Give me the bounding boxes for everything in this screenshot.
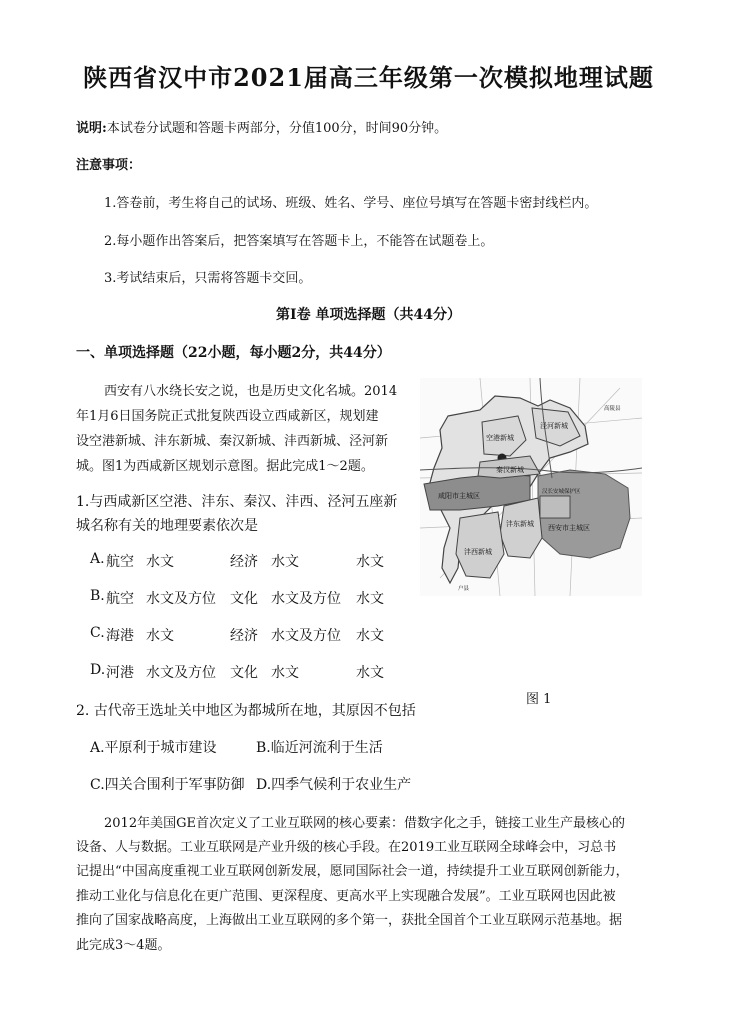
option-cell: 水文	[356, 591, 384, 607]
option-cell: 水文	[146, 554, 174, 570]
map-label-xianyang: 咸阳市主城区	[438, 492, 480, 500]
question-1-option-c[interactable]	[90, 625, 420, 645]
map-label-xian: 西安市主城区	[548, 524, 590, 532]
map-label-hanchang: 汉长安城保护区	[542, 489, 581, 495]
page-title: 陕西省汉中市2021届高三年级第一次模拟地理试题	[83, 63, 654, 92]
question-1-option-a[interactable]	[90, 551, 420, 571]
passage-line: 西安有八水绕长安之说，也是历史文化名城。2014	[104, 384, 398, 399]
question-1-option-d[interactable]	[90, 662, 420, 682]
map-label-qinhan: 秦汉新城	[496, 466, 524, 474]
map-label-jinghe: 泾河新城	[540, 422, 568, 430]
instructions	[76, 117, 447, 136]
option-cell: 文化	[230, 591, 258, 607]
question-2-option-d[interactable]: D.四季气候利于农业生产	[256, 777, 412, 793]
part-title: 第Ⅰ卷 单项选择题（共44分）	[276, 307, 461, 323]
option-cell: 水文	[146, 628, 174, 644]
xixian-new-area-map	[420, 378, 642, 596]
attention-heading: 注意事项：	[76, 158, 142, 173]
question-2-option-b[interactable]: B.临近河流利于生活	[256, 740, 383, 756]
attention-item: 3.考试结束后，只需将答题卡交回。	[104, 271, 312, 286]
option-cell: 水文	[356, 665, 384, 681]
option-letter: A.	[90, 551, 105, 567]
option-cell: 水文及方位	[271, 591, 341, 607]
option-cell: 航空	[106, 591, 134, 607]
option-cell: 文化	[230, 665, 258, 681]
section-title: 一、单项选择题（22小题，每小题2分，共44分）	[76, 345, 391, 361]
map-label-fengxi: 沣西新城	[464, 548, 492, 556]
map-label-konggang: 空港新城	[486, 434, 514, 442]
option-cell: 水文	[271, 665, 299, 681]
option-cell: 水文及方位	[271, 628, 341, 644]
passage-line: 设空港新城、沣东新城、秦汉新城、沣西新城、泾河新	[76, 434, 389, 449]
passage-line: 年1月6日国务院正式批复陕西设立西咸新区，规划建	[76, 409, 379, 424]
passage2-line: 记提出“中国高度重视工业互联网创新发展，愿同国际社会一道，持续提升工业互联网创新能力，	[76, 864, 629, 879]
option-cell: 水文	[356, 628, 384, 644]
question-2-option-c[interactable]: C.四关合围利于军事防御	[90, 777, 245, 793]
option-letter: B.	[90, 588, 105, 604]
question-1-stem: 城名称有关的地理要素依次是	[76, 518, 258, 534]
map-label-gaoling: 高陵县	[604, 406, 621, 412]
instructions-label: 说明:	[76, 121, 107, 136]
option-cell: 经济	[230, 628, 258, 644]
option-cell: 水文及方位	[146, 665, 216, 681]
passage2-line: 2012年美国GE首次定义了工业互联网的核心要素：借数字化之手，链接工业生产最核心的	[104, 816, 625, 831]
option-letter: D.	[90, 662, 106, 678]
passage2-line: 推动工业化与信息化在更广范围、更深程度、更高水平上实现融合发展”。工业互联网也因此被	[76, 889, 616, 904]
map-label-fengdong: 沣东新城	[506, 520, 534, 528]
question-2-stem: 2. 古代帝王选址关中地区为都城所在地，其原因不包括	[76, 703, 416, 719]
question-1-option-b[interactable]	[90, 588, 420, 608]
map-label-hu: 户县	[458, 586, 470, 592]
question-2-option-a[interactable]: A.平原利于城市建设	[90, 740, 217, 756]
instructions-text: 本试卷分试题和答题卡两部分，分值100分，时间90分钟。	[106, 121, 448, 136]
passage2-line: 此完成3～4题。	[76, 938, 171, 953]
option-cell: 经济	[230, 554, 258, 570]
option-cell: 航空	[106, 554, 134, 570]
option-cell: 海港	[106, 628, 134, 644]
option-letter: C.	[90, 625, 105, 641]
option-cell: 水文及方位	[146, 591, 216, 607]
option-cell: 水文	[356, 554, 384, 570]
passage-line: 城。图1为西咸新区规划示意图。据此完成1～2题。	[76, 459, 374, 474]
option-cell: 水文	[271, 554, 299, 570]
figure-caption: 图 1	[526, 692, 552, 707]
passage2-line: 推向了国家战略高度，上海做出工业互联网的多个第一，获批全国首个工业互联网示范基地。据	[76, 913, 623, 928]
question-1-stem: 1.与西咸新区空港、沣东、秦汉、沣西、泾河五座新	[76, 494, 398, 510]
option-cell: 河港	[106, 665, 134, 681]
attention-item: 2.每小题作出答案后，把答案填写在答题卡上，不能答在试题卷上。	[104, 234, 494, 249]
attention-item: 1.答卷前，考生将自己的试场、班级、姓名、学号、座位号填写在答题卡密封线栏内。	[104, 196, 598, 211]
passage2-line: 设备、人与数据。工业互联网是产业升级的核心手段。在2019工业互联网全球峰会中，习总书	[76, 840, 617, 855]
